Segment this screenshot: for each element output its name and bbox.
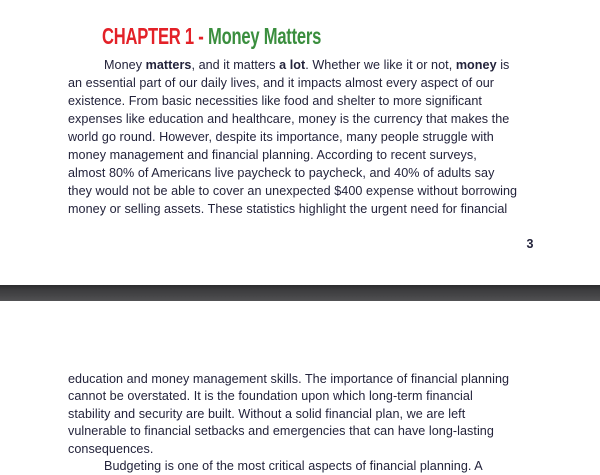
body-paragraph-continued <box>68 371 509 475</box>
chapter-number-label: CHAPTER 1 - <box>102 23 208 49</box>
text-line: consequences. <box>68 441 154 456</box>
text-line: education and money management skills. The importance of financial planning <box>68 372 510 386</box>
text-line: Budgeting is one of the most critical aspects of financial planning. A <box>104 459 483 474</box>
text-line: vulnerable to financial setbacks and emergencies that can have long-lasting <box>68 424 494 439</box>
text-line: an essential part of our daily lives, and it impacts almost every aspect of our <box>68 76 495 90</box>
page-number: 3 <box>526 237 534 251</box>
text-line: they would not be able to cover an unexpected $400 expense without borrowing <box>68 184 518 198</box>
text-line: world go round. However, despite its importance, many people struggle with <box>68 130 494 144</box>
text-line: expenses like education and healthcare, money is the currency that makes the <box>68 112 510 126</box>
body-paragraph <box>68 56 517 218</box>
chapter-title <box>102 25 321 47</box>
text-line: existence. From basic necessities like food and shelter to more significant <box>68 94 482 108</box>
document-page-bottom <box>0 301 600 475</box>
text-line: almost 80% of Americans live paycheck to paycheck, and 40% of adults say <box>68 166 495 180</box>
text-line: stability and security are built. Without a solid financial plan, we are left <box>68 406 466 421</box>
text-line: money or selling assets. These statistics highlight the urgent need for financial <box>68 202 508 216</box>
text-line: money management and financial planning. According to recent surveys, <box>68 148 477 162</box>
page-separator <box>0 285 600 301</box>
chapter-name-label: Money Matters <box>207 23 322 49</box>
text-line: cannot be overstated. It is the foundation upon which long-term financial <box>68 389 473 404</box>
text-line: Money matters, and it matters a lot. Whether we like it or not, money is <box>104 58 510 72</box>
